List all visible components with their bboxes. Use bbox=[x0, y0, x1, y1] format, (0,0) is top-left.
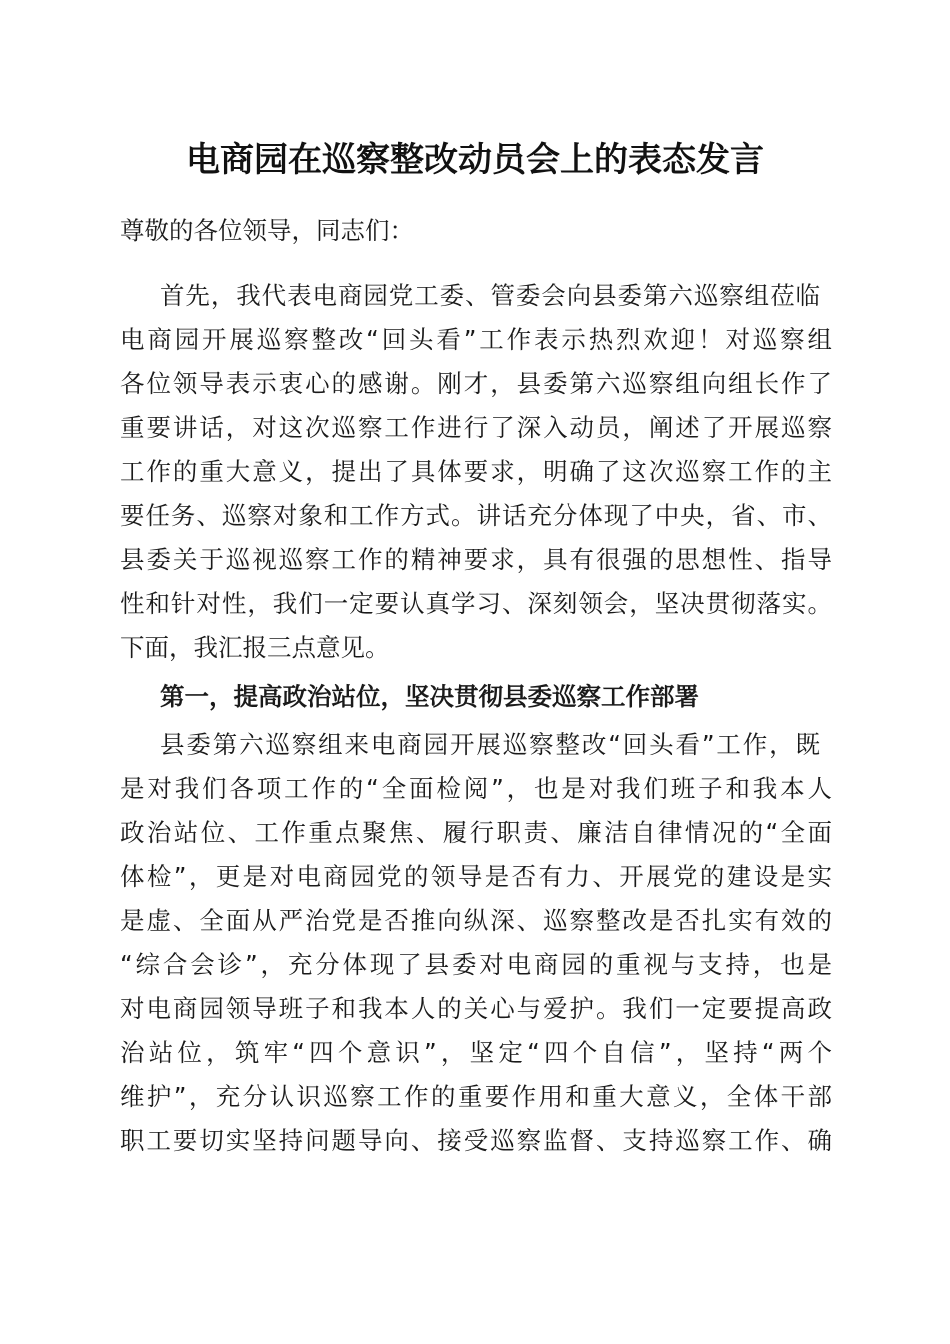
paragraph-line: “综合会诊”，充分体现了县委对电商园的重视与支持，也是 bbox=[120, 950, 832, 979]
paragraph-line: 要任务、巡察对象和工作方式。讲话充分体现了中央，省、市、 bbox=[120, 501, 832, 530]
paragraph-line: 政治站位、工作重点聚焦、履行职责、廉洁自律情况的“全面 bbox=[120, 818, 832, 847]
paragraph-line: 工作的重大意义，提出了具体要求，明确了这次巡察工作的主 bbox=[120, 457, 832, 486]
paragraph-line: 下面，我汇报三点意见。 bbox=[120, 633, 390, 662]
paragraph-line: 县委关于巡视巡察工作的精神要求，具有很强的思想性、指导 bbox=[120, 545, 832, 574]
paragraph-line: 是虚、全面从严治党是否推向纵深、巡察整改是否扎实有效的 bbox=[120, 906, 832, 935]
paragraph-line: 对电商园领导班子和我本人的关心与爱护。我们一定要提高政 bbox=[120, 994, 832, 1023]
page-title: 电商园在巡察整改动员会上的表态发言 bbox=[186, 140, 764, 180]
paragraph-line: 职工要切实坚持问题导向、接受巡察监督、支持巡察工作、确 bbox=[120, 1126, 832, 1155]
paragraph-line: 是对我们各项工作的“全面检阅”，也是对我们班子和我本人 bbox=[120, 774, 832, 803]
paragraph-line: 电商园开展巡察整改“回头看”工作表示热烈欢迎！对巡察组 bbox=[120, 325, 832, 354]
paragraph-line: 性和针对性，我们一定要认真学习、深刻领会，坚决贯彻落实。 bbox=[120, 589, 832, 618]
paragraph-line: 维护”，充分认识巡察工作的重要作用和重大意义，全体干部 bbox=[120, 1082, 832, 1111]
paragraph-line: 各位领导表示衷心的感谢。刚才，县委第六巡察组向组长作了 bbox=[120, 369, 832, 398]
section-heading: 第一，提高政治站位，坚决贯彻县委巡察工作部署 bbox=[160, 682, 699, 711]
paragraph-line: 首先，我代表电商园党工委、管委会向县委第六巡察组莅临 bbox=[160, 281, 820, 310]
paragraph-line: 县委第六巡察组来电商园开展巡察整改“回头看”工作，既 bbox=[160, 730, 820, 759]
paragraph-line: 重要讲话，对这次巡察工作进行了深入动员，阐述了开展巡察 bbox=[120, 413, 832, 442]
salutation-line: 尊敬的各位领导，同志们： bbox=[120, 216, 414, 245]
paragraph-line: 体检”，更是对电商园党的领导是否有力、开展党的建设是实 bbox=[120, 862, 832, 891]
paragraph-line: 治站位，筑牢“四个意识”，坚定“四个自信”，坚持“两个 bbox=[120, 1038, 832, 1067]
